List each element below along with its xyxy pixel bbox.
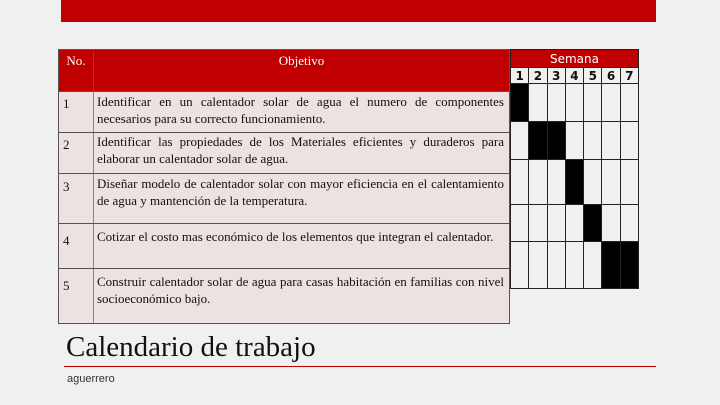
objective-text: Construir calentador solar de agua para casas habitación en familias con nivel socioeconómico bajo. — [94, 269, 510, 324]
semana-header-row — [511, 50, 639, 68]
week-cell — [620, 205, 638, 242]
top-accent-bar — [61, 0, 656, 22]
week-cell — [584, 160, 602, 205]
week-cell — [602, 160, 620, 205]
week-cell — [511, 160, 529, 205]
week-cell — [511, 205, 529, 242]
week-cell — [602, 122, 620, 160]
week-cell — [584, 242, 602, 289]
week-number: 4 — [565, 68, 583, 84]
week-number: 2 — [529, 68, 547, 84]
objectives-header-row — [59, 50, 510, 92]
week-cell — [529, 205, 547, 242]
schedule-row — [511, 84, 639, 122]
author-name: aguerrero — [67, 373, 115, 385]
objective-column-header: Objetivo — [94, 50, 510, 92]
schedule-row — [511, 242, 639, 289]
number-column-header: No. — [59, 50, 94, 92]
week-cell — [565, 205, 583, 242]
week-cell — [529, 242, 547, 289]
objectives-table — [58, 49, 510, 324]
row-number: 2 — [59, 133, 94, 174]
week-number: 1 — [511, 68, 529, 84]
slide-title: Calendario de trabajo — [66, 331, 316, 363]
week-cell-filled — [584, 205, 602, 242]
week-number-row — [511, 68, 639, 84]
table-row — [59, 92, 510, 133]
week-cell-filled — [602, 242, 620, 289]
row-number: 3 — [59, 174, 94, 224]
week-cell — [565, 242, 583, 289]
week-cell-filled — [547, 122, 565, 160]
week-number: 7 — [620, 68, 638, 84]
schedule-row — [511, 160, 639, 205]
schedule-row — [511, 205, 639, 242]
week-cell-filled — [511, 84, 529, 122]
week-cell — [511, 122, 529, 160]
week-cell — [602, 84, 620, 122]
week-cell — [584, 84, 602, 122]
week-cell — [529, 160, 547, 205]
row-number: 1 — [59, 92, 94, 133]
row-number: 4 — [59, 224, 94, 269]
week-number: 3 — [547, 68, 565, 84]
week-cell — [620, 122, 638, 160]
week-cell — [511, 242, 529, 289]
week-cell — [620, 84, 638, 122]
week-cell — [620, 160, 638, 205]
week-cell — [602, 205, 620, 242]
week-cell-filled — [565, 160, 583, 205]
week-cell — [529, 84, 547, 122]
table-row — [59, 269, 510, 324]
schedule-row — [511, 122, 639, 160]
week-number: 6 — [602, 68, 620, 84]
semana-header: Semana — [511, 50, 639, 68]
objective-text: Diseñar modelo de calentador solar con mayor eficiencia en el calentamiento de agua y mantención de la temperatura. — [94, 174, 510, 224]
week-cell — [565, 84, 583, 122]
week-cell — [547, 84, 565, 122]
objective-text: Identificar las propiedades de los Materiales eficientes y duraderos para elaborar un calentador solar de agua. — [94, 133, 510, 174]
table-row — [59, 133, 510, 174]
week-cell — [547, 205, 565, 242]
week-schedule-grid — [510, 49, 639, 289]
row-number: 5 — [59, 269, 94, 324]
table-row — [59, 174, 510, 224]
week-cell — [584, 122, 602, 160]
objective-text: Cotizar el costo mas económico de los elementos que integran el calentador. — [94, 224, 510, 269]
week-cell — [547, 242, 565, 289]
week-cell — [565, 122, 583, 160]
title-divider — [64, 366, 656, 367]
week-cell-filled — [529, 122, 547, 160]
week-number: 5 — [584, 68, 602, 84]
week-cell-filled — [620, 242, 638, 289]
week-cell — [547, 160, 565, 205]
objective-text: Identificar en un calentador solar de agua el numero de componentes necesarios para su correcto funcionamiento. — [94, 92, 510, 133]
table-row — [59, 224, 510, 269]
